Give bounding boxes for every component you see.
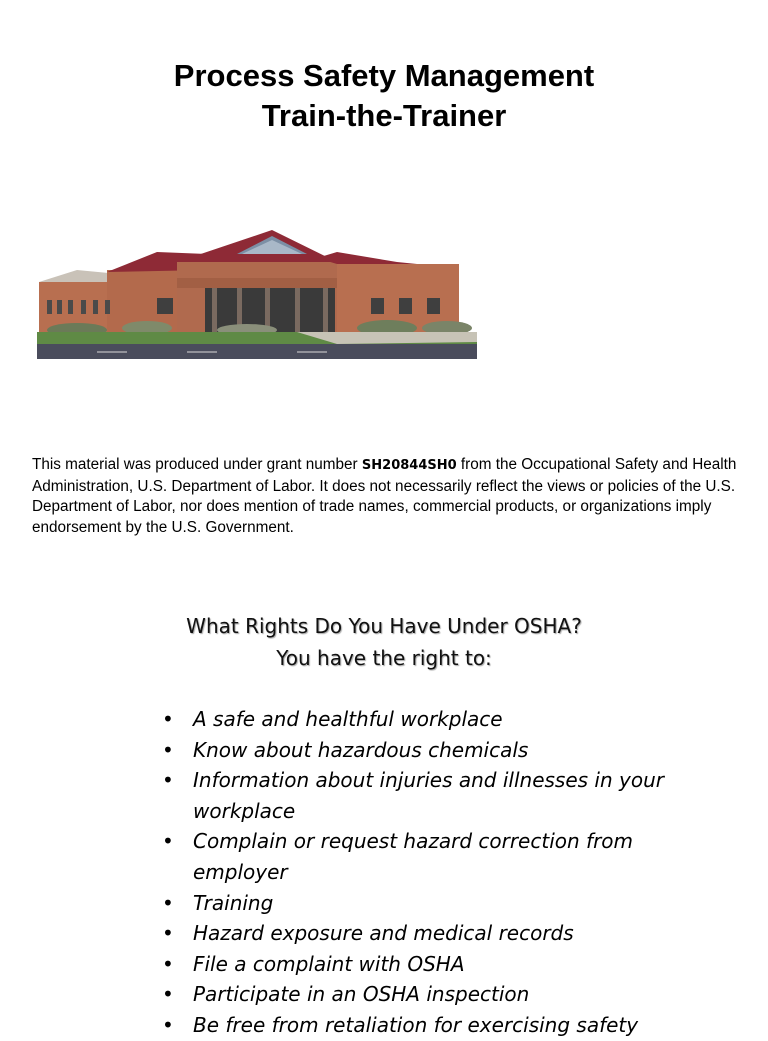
list-item — [162, 735, 682, 766]
grant-number: SH20844SH0 — [361, 458, 457, 473]
bullet-icon: • — [162, 921, 174, 946]
rights-heading-line-1: What Rights Do You Have Under OSHA? — [186, 614, 582, 638]
bullet-icon: • — [162, 951, 174, 976]
bullet-icon: • — [162, 768, 174, 793]
rights-list — [162, 704, 682, 1041]
list-item — [162, 1010, 682, 1041]
grant-disclaimer — [32, 455, 747, 538]
list-item-text: Participate in an OSHA inspection — [193, 982, 530, 1007]
bullet-icon: • — [162, 982, 174, 1007]
bullet-icon: • — [162, 707, 174, 731]
list-item-text: Complain or request hazard correction from employer — [193, 829, 634, 884]
list-item — [162, 888, 682, 919]
page-title — [0, 56, 768, 136]
list-item — [162, 979, 682, 1010]
list-item-text: A safe and healthful workplace — [193, 707, 503, 731]
rights-heading-line-2: You have the right to: — [276, 646, 492, 670]
bullet-icon: • — [162, 737, 174, 762]
list-item — [162, 826, 682, 887]
list-item — [162, 949, 682, 980]
list-item — [162, 704, 682, 735]
list-item-text: File a complaint with OSHA — [193, 951, 465, 976]
list-item-text: Information about injuries and illnesses in your workplace — [193, 768, 664, 823]
rights-heading — [0, 610, 768, 674]
list-item-text: Hazard exposure and medical records — [193, 921, 574, 946]
list-item — [162, 918, 682, 949]
list-item — [162, 765, 682, 826]
bullet-icon: • — [162, 829, 174, 854]
bullet-icon: • — [162, 1012, 174, 1037]
title-line-1: Process Safety Management — [173, 58, 595, 93]
bullet-icon: • — [162, 890, 174, 915]
title-line-2: Train-the-Trainer — [261, 98, 507, 133]
list-item-text: Training — [193, 890, 274, 915]
list-item-text: Be free from retaliation for exercising safety — [193, 1012, 639, 1037]
list-item-text: Know about hazardous chemicals — [193, 737, 529, 762]
disclaimer-text-after: from the Occupational Safety and Health Administration, U.S. Department of Labor. It does not necessarily reflect the views or policies of the U.S. Department of Labor, nor does mention of trade names, commercial products, or organizations imply endorsement by the U.S. Government. — [32, 456, 737, 536]
disclaimer-text-before: This material was produced under grant number — [32, 456, 362, 473]
building-photo — [37, 192, 477, 359]
